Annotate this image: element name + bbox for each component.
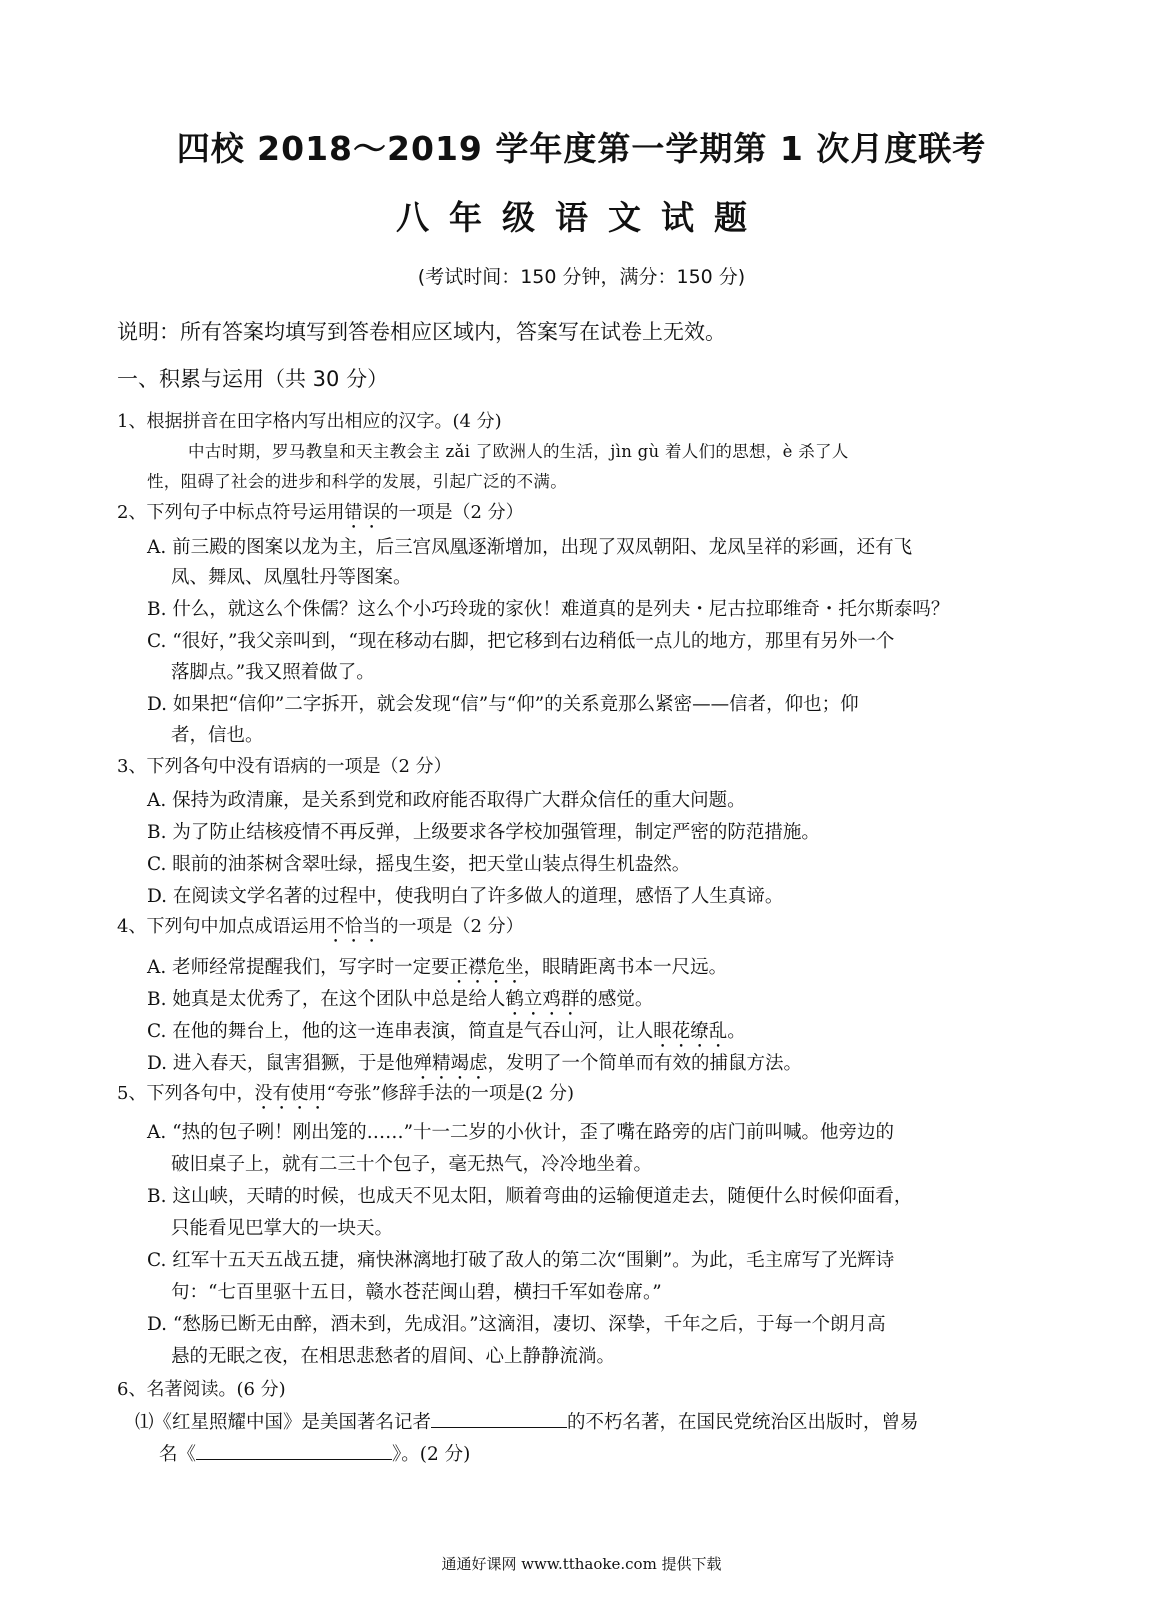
option-continuation: 者，信也。 — [171, 725, 264, 746]
stem-text: 的一项是（2 分） — [380, 502, 524, 523]
option-continuation: 破旧桌子上，就有二三十个包子，毫无热气，冷冷地坐着。 — [171, 1154, 653, 1175]
option-text: A. 老师经常提醒我们，写字时一定要 — [147, 957, 450, 978]
idiom-emphasized: 殚精竭虑 — [413, 1053, 488, 1074]
option-text: ，眼睛距离书本一尺远。 — [523, 957, 728, 978]
question-6-stem: 6、名著阅读。(6 分) — [117, 1379, 286, 1400]
question-1-stem: 1、根据拼音在田字格内写出相应的汉字。(4 分) — [117, 411, 502, 432]
option-continuation: 只能看见巴掌大的一块天。 — [171, 1218, 394, 1239]
emphasized-text: 没有使用 — [254, 1083, 327, 1104]
option-continuation: 凤、舞凤、凤凰牡丹等图案。 — [171, 567, 412, 588]
question-6-part-1 — [135, 1408, 919, 1434]
option-b — [147, 985, 653, 1020]
option-c: C. 红军十五天五战五捷，痛快淋漓地打破了敌人的第二次“围剿”。为此，毛主席写了光辉诗 — [147, 1250, 895, 1271]
emphasized-text: 不恰当 — [326, 916, 381, 937]
question-3-stem: 3、下列各句中没有语病的一项是（2 分） — [117, 756, 452, 777]
option-c — [147, 1017, 746, 1052]
stem-text: 4、下列句中加点成语运用 — [117, 916, 327, 937]
question-5-stem — [117, 1079, 574, 1114]
option-d: D. 在阅读文学名著的过程中，使我明白了许多做人的道理，感悟了人生真谛。 — [147, 886, 784, 907]
stem-text: 的一项是（2 分） — [380, 916, 524, 937]
exam-subtitle: 八年级语文试题 — [396, 198, 767, 237]
option-a: A. 保持为政清廉，是关系到党和政府能否取得广大群众信任的重大问题。 — [147, 790, 746, 811]
emphasized-text: 错误 — [344, 502, 381, 523]
option-text: 。 — [727, 1021, 746, 1042]
option-text: 的感觉。 — [579, 989, 654, 1010]
option-text: D. 进入春天，鼠害猖獗，于是他 — [147, 1053, 414, 1074]
question-6-part-1-continuation — [159, 1440, 470, 1466]
option-a: A. 前三殿的图案以龙为主，后三宫凤凰逐渐增加，出现了双凤朝阳、龙凤呈祥的彩画，还有飞 — [147, 537, 913, 558]
idiom-emphasized: 眼花缭乱 — [653, 1021, 728, 1042]
stem-text: “夸张”修辞手法的一项是(2 分) — [326, 1083, 575, 1104]
instructions-note: 说明：所有答案均填写到答卷相应区域内，答案写在试卷上无效。 — [117, 320, 726, 344]
option-a: A. “热的包子咧！刚出笼的……”十一二岁的小伙计，歪了嘴在路旁的店门前叫喊。他旁边的 — [147, 1122, 895, 1143]
option-a — [147, 953, 727, 988]
exam-info: (考试时间：150 分钟，满分：150 分) — [417, 266, 746, 288]
answer-blank-journalist[interactable] — [431, 1409, 567, 1428]
option-d: D. 如果把“信仰”二字拆开，就会发现“信”与“仰”的关系竟那么紧密——信者，仰也；仰 — [147, 694, 859, 715]
question-2-stem — [117, 498, 524, 533]
option-continuation: 悬的无眠之夜，在相思悲愁者的眉间、心上静静流淌。 — [171, 1346, 616, 1367]
question-1-passage-line: 中古时期，罗马教皇和天主教会主 zǎi 了欧洲人的生活，jìn gù 着人们的思想，è 杀了人 — [188, 442, 849, 461]
option-b: B. 为了防止结核疫情不再反弹，上级要求各学校加强管理，制定严密的防范措施。 — [147, 822, 820, 843]
answer-blank-book-title[interactable] — [196, 1441, 392, 1460]
option-c: C. “很好，”我父亲叫到，“现在移动右脚，把它移到右边稍低一点儿的地方，那里有另外一个 — [147, 631, 895, 652]
question-text: 的不朽名著，在国民党统治区出版时，曾易 — [567, 1412, 919, 1433]
exam-title: 四校 2018～2019 学年度第一学期第 1 次月度联考 — [176, 129, 987, 168]
option-b: B. 什么，就这么个侏儒？这么个小巧玲珑的家伙！难道真的是列夫・尼古拉耶维奇・托尔斯泰吗？ — [147, 599, 950, 620]
stem-text: 5、下列各句中， — [117, 1083, 255, 1104]
question-text: ⑴《红星照耀中国》是美国著名记者 — [135, 1412, 432, 1433]
idiom-emphasized: 鹤立鸡群 — [505, 989, 580, 1010]
option-continuation: 落脚点。”我又照着做了。 — [171, 662, 375, 683]
option-c: C. 眼前的油茶树含翠吐绿，摇曳生姿，把天堂山装点得生机盎然。 — [147, 854, 691, 875]
idiom-emphasized: 正襟危坐 — [449, 957, 524, 978]
option-d: D. “愁肠已断无由醉，酒未到，先成泪。”这滴泪，凄切、深挚，千年之后，于每一个朗月高 — [147, 1314, 886, 1335]
question-4-stem — [117, 912, 524, 947]
option-text: B. 她真是太优秀了，在这个团队中总是给人 — [147, 989, 506, 1010]
option-text: C. 在他的舞台上，他的这一连串表演，简直是气吞山河，让人 — [147, 1021, 654, 1042]
option-b: B. 这山峡，天晴的时候，也成天不见太阳，顺着弯曲的运输便道走去，随便什么时候仰面看， — [147, 1186, 913, 1207]
question-1-passage-line: 性，阻碍了社会的进步和科学的发展，引起广泛的不满。 — [147, 472, 567, 491]
option-text: ，发明了一个简单而有效的捕鼠方法。 — [487, 1053, 802, 1074]
option-continuation: 句：“七百里驱十五日，赣水苍茫闽山碧，横扫千军如卷席。” — [171, 1282, 662, 1303]
page-footer: 通通好课网 www.tthaoke.com 提供下载 — [441, 1555, 722, 1573]
section-heading: 一、积累与运用（共 30 分） — [117, 367, 389, 391]
stem-text: 2、下列句子中标点符号运用 — [117, 502, 345, 523]
question-text: 》。(2 分) — [392, 1444, 471, 1465]
question-text: 名《 — [159, 1444, 197, 1465]
